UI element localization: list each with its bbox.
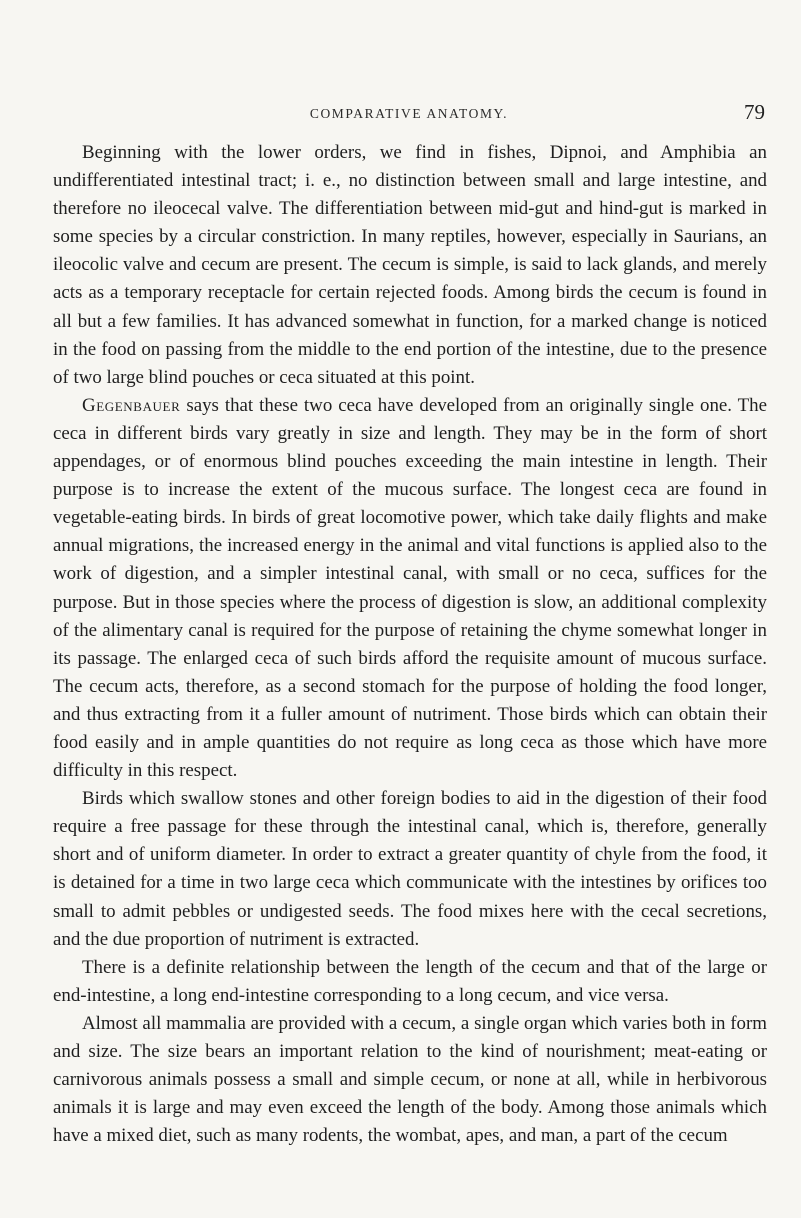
paragraph-text: Beginning with the lower orders, we find in fishes, Dipnoi, and Amphibia an undifferentiated intestinal tract; i. e., no distinction between small and large intestine, and therefore no ileocecal valve. The differentiation between mid-gut and hind-gut is marked in some species by a circular constriction. In many reptiles, however, especially in Saurians, an ileocolic valve and cecum are present. The cecum is simple, is said to lack glands, and merely acts as a temporary receptacle for certain rejected foods. Among birds the cecum is found in all but a few families. It has advanced somewhat in function, for a marked change is noticed in the food on passing from the middle to the end portion of the intestine, due to the presence of two large blind pouches or ceca situated at this point. — [53, 142, 767, 388]
paragraph — [53, 139, 767, 392]
paragraph — [53, 1010, 767, 1150]
running-head: COMPARATIVE ANATOMY. — [309, 106, 509, 121]
paragraph-text: Birds which swallow stones and other foreign bodies to aid in the digestion of their food require a free passage for these through the intestinal canal, which is, therefore, generally short and of uniform diameter. In order to extract a greater quantity of chyle from the food, it is detained for a time in two large ceca which communicate with the intestines by orifices too small to admit pebbles or undigested seeds. The food mixes here with the cecal secretions, and the due proportion of nutriment is extracted. — [53, 788, 767, 950]
paragraph — [53, 954, 767, 1010]
page-header — [53, 100, 765, 128]
page-number: 79 — [744, 100, 765, 124]
author-name: Gegenbauer — [82, 394, 181, 416]
paragraph — [53, 785, 767, 954]
body-text — [53, 139, 767, 1150]
paragraph-text: There is a definite relationship between the length of the cecum and that of the large or end-intestine, a long end-intestine corresponding to a long cecum, and vice versa. — [53, 956, 767, 1006]
paragraph-text: says that these two ceca have developed from an originally single one. The ceca in different birds vary greatly in size and length. They may be in the form of short appendages, or of enormous blind pouches exceeding the main intestine in length. Their purpose is to increase the extent of the mucous surface. The longest ceca are found in vegetable-eating birds. In birds of great locomotive power, which take daily flights and make annual migrations, the increased energy in the animal and vital functions is applied also to the work of digestion, and a simpler intestinal canal, with small or no ceca, suffices for the purpose. But in those species where the process of digestion is slow, an additional complexity of the alimentary canal is required for the purpose of retaining the chyme somewhat longer in its passage. The enlarged ceca of such birds afford the requisite amount of mucous surface. The cecum acts, therefore, as a second stomach for the purpose of holding the food longer, and thus extracting from it a fuller amount of nutriment. Those birds which can obtain their food easily and in ample quantities do not require as long ceca as those which have more difficulty in this respect. — [53, 394, 767, 782]
paragraph — [53, 392, 767, 785]
paragraph-text: Almost all mammalia are provided with a cecum, a single organ which varies both in form and size. The size bears an important relation to the kind of nourishment; meat-eating or carnivorous animals possess a small and simple cecum, or none at all, while in herbivorous animals it is large and may even exceed the length of the body. Among those animals which have a mixed diet, such as many rodents, the wombat, apes, and man, a part of the cecum — [53, 1012, 767, 1147]
